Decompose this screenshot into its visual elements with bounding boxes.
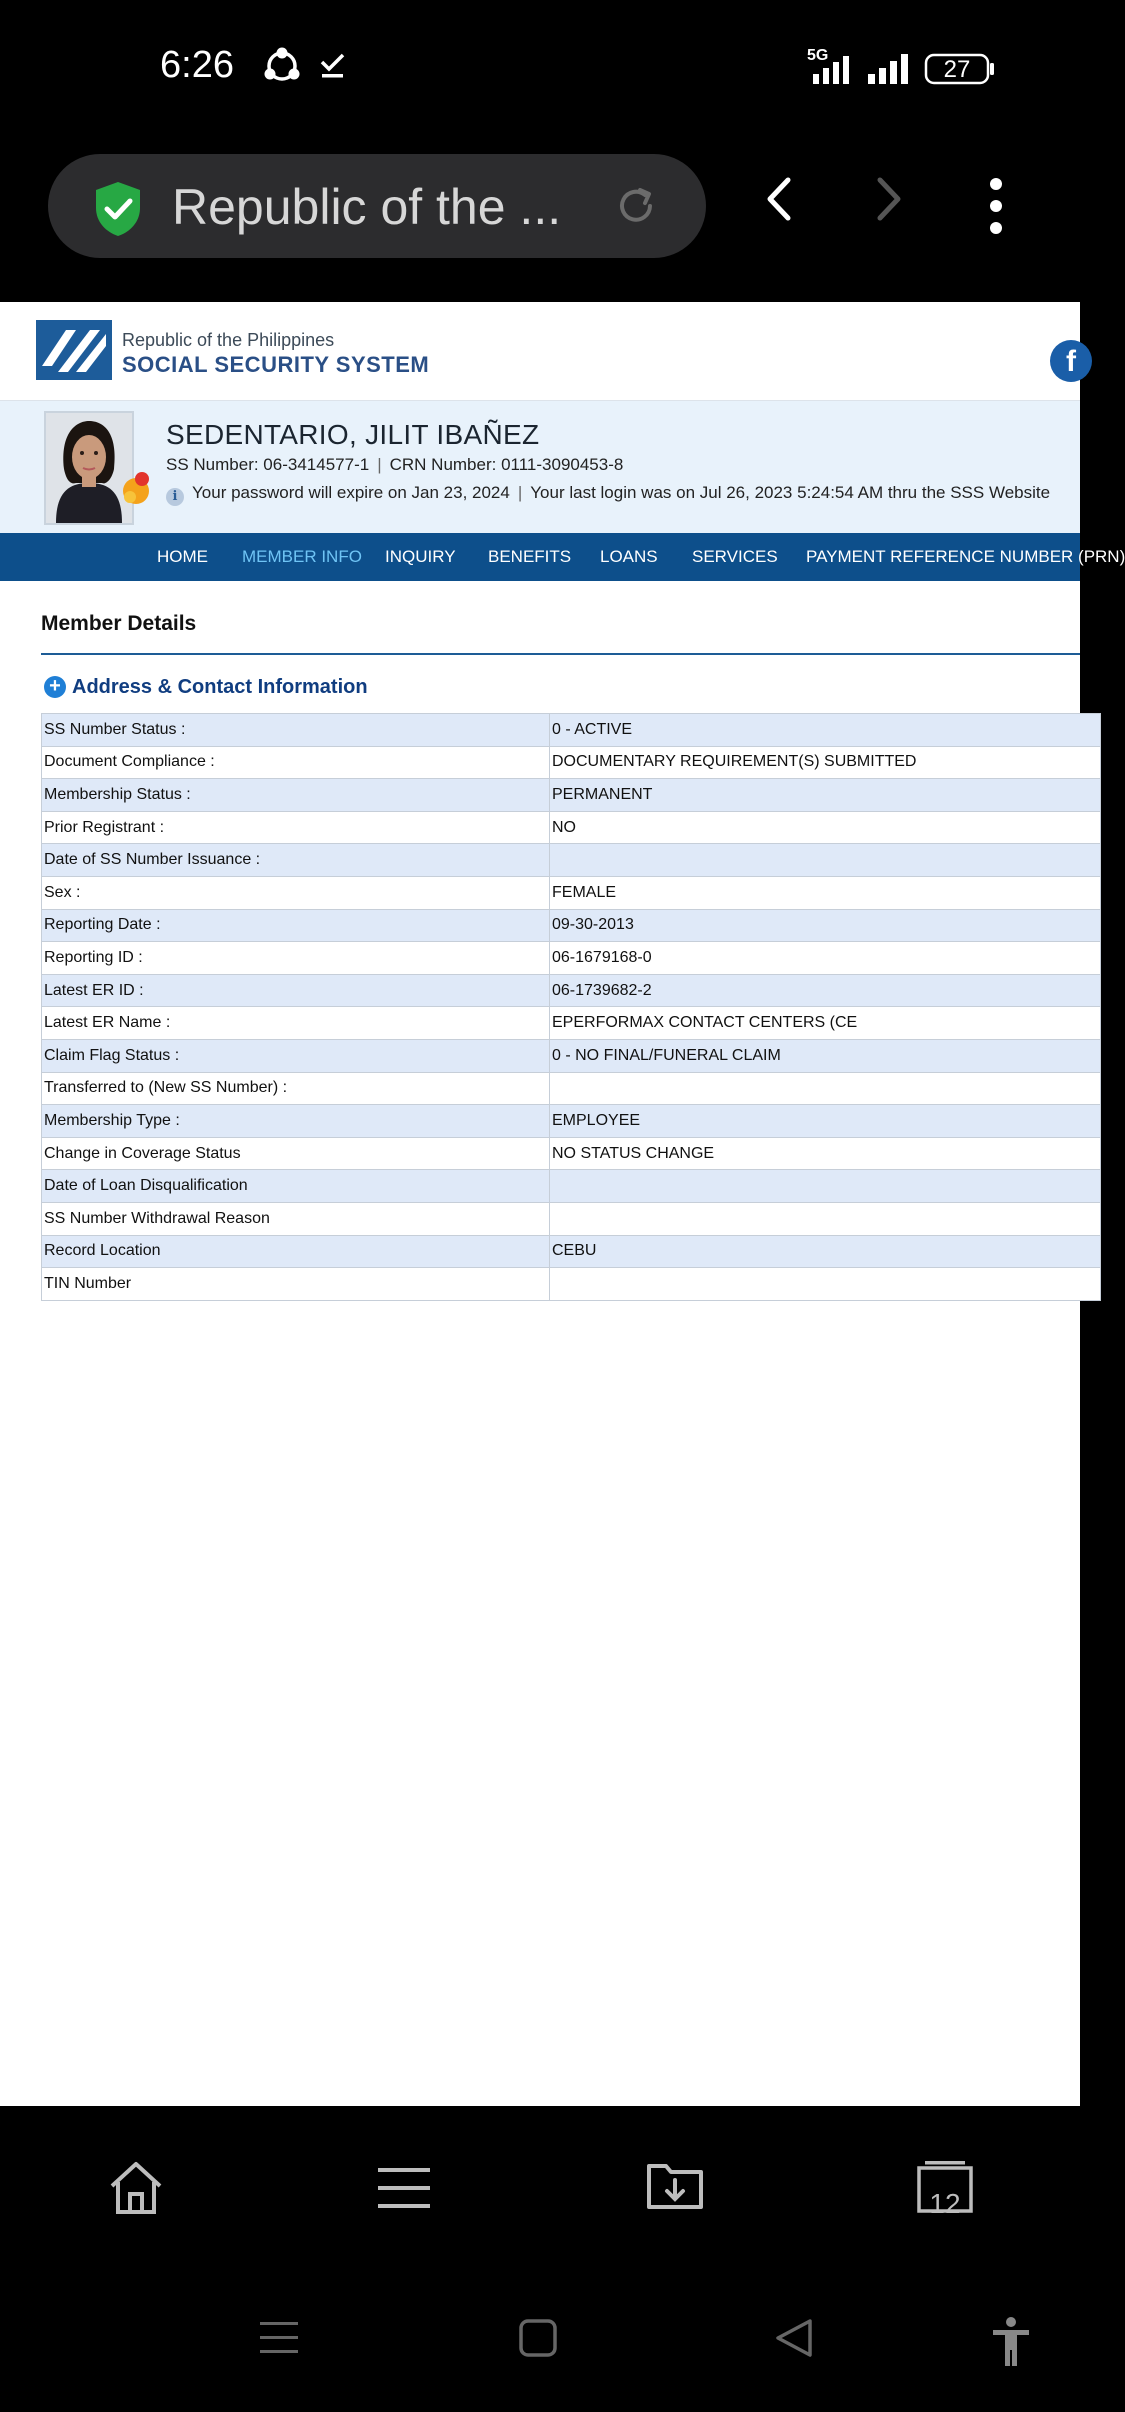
detail-value: EMPLOYEE	[550, 1105, 1101, 1138]
detail-value	[550, 1170, 1101, 1203]
browser-toolbar	[0, 140, 1080, 302]
sss-logo-icon[interactable]	[36, 320, 112, 385]
member-photo	[44, 411, 134, 525]
member-name: SEDENTARIO, JILIT IBAÑEZ	[166, 419, 540, 450]
table-row	[42, 1170, 1101, 1203]
detail-value: EPERFORMAX CONTACT CENTERS (CE	[550, 1007, 1101, 1040]
crn-number: CRN Number: 0111-3090453-8	[389, 455, 624, 474]
detail-value: 06-1739682-2	[550, 974, 1101, 1007]
section-divider	[41, 653, 1080, 655]
downloads-icon[interactable]	[646, 2158, 704, 2215]
system-navigation-bar	[0, 2274, 1080, 2412]
separator: |	[517, 483, 523, 502]
detail-value: FEMALE	[550, 876, 1101, 909]
detail-value	[550, 1072, 1101, 1105]
svg-text:5G: 5G	[807, 47, 829, 64]
table-row	[42, 1268, 1101, 1301]
more-menu-icon[interactable]	[982, 178, 1010, 239]
detail-label: Latest ER Name :	[42, 1007, 550, 1040]
last-login: Your last login was on Jul 26, 2023 5:24:54 AM thru the SSS Website	[530, 483, 1051, 502]
detail-label: TIN Number	[42, 1268, 550, 1301]
table-row	[42, 1039, 1101, 1072]
address-contact-label[interactable]: Address & Contact Information	[72, 676, 368, 698]
table-row	[42, 844, 1101, 877]
login-info	[166, 483, 1050, 506]
back-arrow-icon[interactable]	[758, 174, 802, 229]
table-row	[42, 876, 1101, 909]
site-header	[0, 302, 1080, 401]
task-done-icon	[318, 50, 348, 85]
address-bar[interactable]	[48, 154, 706, 258]
table-row	[42, 811, 1101, 844]
password-notice: Your password will expire on Jan 23, 2024	[192, 483, 510, 502]
detail-label: Reporting ID :	[42, 942, 550, 975]
detail-label: Sex :	[42, 876, 550, 909]
table-row	[42, 779, 1101, 812]
detail-label: Date of Loan Disqualification	[42, 1170, 550, 1203]
ss-number: SS Number: 06-3414577-1	[166, 455, 370, 474]
nav-services[interactable]: SERVICES	[692, 547, 778, 566]
table-row	[42, 1007, 1101, 1040]
facebook-icon[interactable]: f	[1050, 340, 1092, 382]
table-row	[42, 1105, 1101, 1138]
info-icon: i	[166, 488, 184, 506]
nav-loans[interactable]: LOANS	[600, 547, 658, 566]
detail-label: Record Location	[42, 1235, 550, 1268]
menu-icon[interactable]	[376, 2166, 432, 2215]
member-profile	[0, 401, 1080, 533]
status-bar	[0, 0, 1080, 140]
web-page	[0, 302, 1125, 2106]
detail-label: Transferred to (New SS Number) :	[42, 1072, 550, 1105]
table-row	[42, 1072, 1101, 1105]
detail-value: 09-30-2013	[550, 909, 1101, 942]
detail-value	[550, 1202, 1101, 1235]
table-row	[42, 1137, 1101, 1170]
back-button-icon[interactable]	[772, 2316, 816, 2365]
home-button-icon[interactable]	[518, 2316, 558, 2365]
url-title[interactable]: Republic of the ...	[172, 179, 562, 235]
forward-arrow-icon[interactable]	[866, 174, 910, 229]
main-nav	[0, 533, 1125, 581]
detail-label: Claim Flag Status :	[42, 1039, 550, 1072]
detail-label: SS Number Status :	[42, 714, 550, 747]
nav-member-info[interactable]: MEMBER INFO	[242, 547, 362, 566]
nav-benefits[interactable]: BENEFITS	[488, 547, 572, 566]
table-row	[42, 974, 1101, 1007]
settings-badge-icon[interactable]	[122, 467, 158, 516]
member-details-table	[41, 713, 1101, 1301]
detail-value: DOCUMENTARY REQUIREMENT(S) SUBMITTED	[550, 746, 1101, 779]
tabs-count[interactable]: 12	[929, 2188, 961, 2219]
detail-label: Document Compliance :	[42, 746, 550, 779]
detail-value: 0 - NO FINAL/FUNERAL CLAIM	[550, 1039, 1101, 1072]
detail-value: NO	[550, 811, 1101, 844]
detail-label: SS Number Withdrawal Reason	[42, 1202, 550, 1235]
table-row	[42, 909, 1101, 942]
accessibility-icon[interactable]	[990, 2316, 1032, 2373]
status-time: 6:26	[160, 44, 234, 86]
detail-value: 06-1679168-0	[550, 942, 1101, 975]
detail-value: NO STATUS CHANGE	[550, 1137, 1101, 1170]
detail-value	[550, 1268, 1101, 1301]
detail-value: 0 - ACTIVE	[550, 714, 1101, 747]
shield-check-icon[interactable]	[92, 180, 144, 243]
member-ids	[166, 455, 623, 475]
table-row	[42, 1202, 1101, 1235]
detail-label: Prior Registrant :	[42, 811, 550, 844]
signal-5g-icon	[795, 46, 855, 91]
detail-label: Membership Type :	[42, 1105, 550, 1138]
detail-value	[550, 844, 1101, 877]
address-contact-toggle[interactable]	[44, 676, 368, 699]
detail-label: Date of SS Number Issuance :	[42, 844, 550, 877]
detail-label: Reporting Date :	[42, 909, 550, 942]
table-row	[42, 746, 1101, 779]
nav-payment-reference[interactable]: PAYMENT REFERENCE NUMBER (PRN)	[806, 547, 1125, 566]
battery-level: 27	[943, 56, 971, 83]
logo-subtitle: Republic of the Philippines	[122, 330, 335, 350]
expand-plus-icon[interactable]: +	[44, 676, 66, 698]
logo-title: SOCIAL SECURITY SYSTEM	[122, 352, 430, 377]
table-row	[42, 942, 1101, 975]
detail-value: CEBU	[550, 1235, 1101, 1268]
section-title: Member Details	[41, 612, 197, 635]
nav-inquiry[interactable]: INQUIRY	[385, 547, 456, 566]
detail-label: Latest ER ID :	[42, 974, 550, 1007]
reload-icon[interactable]	[612, 182, 660, 235]
separator: |	[377, 455, 382, 474]
detail-value: PERMANENT	[550, 779, 1101, 812]
recents-icon[interactable]	[258, 2316, 300, 2365]
detail-label: Membership Status :	[42, 779, 550, 812]
share-icon	[262, 46, 302, 91]
table-row	[42, 714, 1101, 747]
detail-label: Change in Coverage Status	[42, 1137, 550, 1170]
table-row	[42, 1235, 1101, 1268]
signal-icon	[866, 52, 914, 91]
browser-bottom-toolbar	[0, 2106, 1080, 2274]
nav-home[interactable]: HOME	[157, 547, 208, 566]
home-icon[interactable]	[106, 2158, 166, 2223]
